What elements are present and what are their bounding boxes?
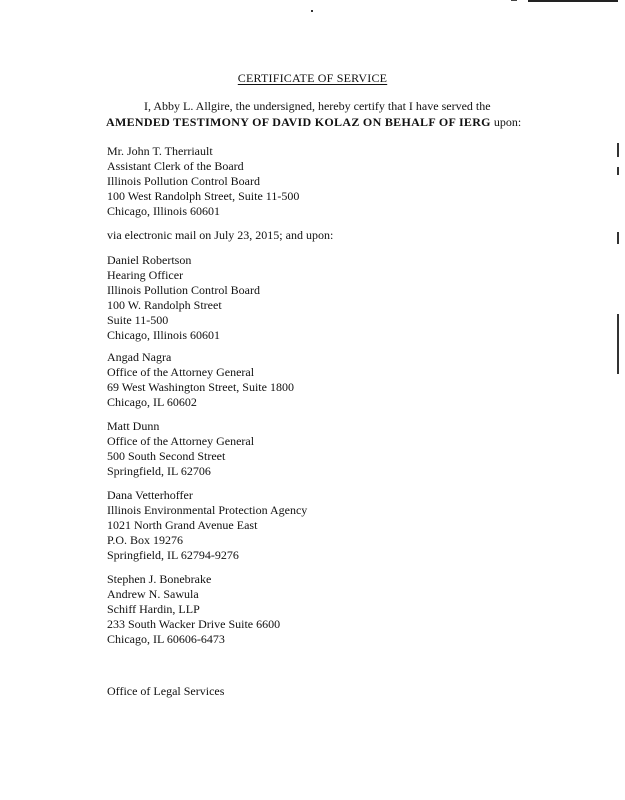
- recipient-line: Springfield, IL 62706: [107, 464, 211, 478]
- certificate-title: CERTIFICATE OF SERVICE: [237, 71, 388, 85]
- document-name: AMENDED TESTIMONY OF DAVID KOLAZ ON BEHALF OF IERG: [106, 115, 491, 129]
- recipient-line: Daniel Robertson: [107, 253, 192, 267]
- scan-artifact-line: [528, 0, 618, 2]
- recipient-line: Matt Dunn: [107, 419, 160, 433]
- recipient-line: 1021 North Grand Avenue East: [107, 518, 258, 532]
- recipient-line: Chicago, Illinois 60601: [107, 204, 220, 218]
- recipient-line: Andrew N. Sawula: [107, 587, 199, 601]
- footer-signature-block: Office of Legal Services: [107, 684, 225, 698]
- recipient-line: Office of the Attorney General: [107, 434, 255, 448]
- scan-artifact-edge: [617, 167, 619, 175]
- recipient-block: [107, 144, 299, 219]
- recipient-line: Angad Nagra: [107, 350, 172, 364]
- intro-paragraph: [106, 98, 576, 130]
- recipient-block: [107, 488, 307, 563]
- recipient-line: 233 South Wacker Drive Suite 6600: [107, 617, 281, 631]
- recipient-line: P.O. Box 19276: [107, 533, 184, 547]
- recipient-block: [107, 419, 254, 479]
- scan-artifact-edge: [617, 232, 619, 244]
- recipient-line: 500 South Second Street: [107, 449, 226, 463]
- scan-artifact-edge: [617, 143, 619, 157]
- recipient-line: Illinois Environmental Protection Agency: [107, 503, 308, 517]
- intro-tail: upon:: [490, 115, 522, 129]
- service-method-line: via electronic mail on July 23, 2015; and upon:: [107, 228, 334, 242]
- recipient-line: Assistant Clerk of the Board: [107, 159, 244, 173]
- recipient-line: Stephen J. Bonebrake: [107, 572, 212, 586]
- recipient-line: 69 West Washington Street, Suite 1800: [107, 380, 294, 394]
- recipient-line: Schiff Hardin, LLP: [107, 602, 200, 616]
- scan-artifact-dot: [311, 10, 313, 12]
- recipient-line: Chicago, Illinois 60601: [107, 328, 220, 342]
- recipient-line: Springfield, IL 62794-9276: [107, 548, 239, 562]
- recipient-line: 100 West Randolph Street, Suite 11-500: [107, 189, 300, 203]
- intro-line: I, Abby L. Allgire, the undersigned, hereby certify that I have served the: [144, 99, 491, 113]
- recipient-line: Chicago, IL 60606-6473: [107, 632, 225, 646]
- recipient-line: Hearing Officer: [107, 268, 184, 282]
- scan-artifact-tick: [511, 0, 517, 1]
- recipient-line: Mr. John T. Therriault: [107, 144, 213, 158]
- recipient-line: Office of the Attorney General: [107, 365, 255, 379]
- recipient-line: 100 W. Randolph Street: [107, 298, 222, 312]
- intro-line: [106, 114, 576, 130]
- recipient-line: Dana Vetterhoffer: [107, 488, 193, 502]
- scan-artifact-edge: [617, 314, 619, 374]
- recipient-block: [107, 572, 280, 647]
- recipient-line: Illinois Pollution Control Board: [107, 174, 261, 188]
- recipient-block: [107, 253, 260, 343]
- recipient-line: Illinois Pollution Control Board: [107, 283, 261, 297]
- recipient-line: Chicago, IL 60602: [107, 395, 197, 409]
- recipient-line: Suite 11-500: [107, 313, 169, 327]
- recipient-block: [107, 350, 294, 410]
